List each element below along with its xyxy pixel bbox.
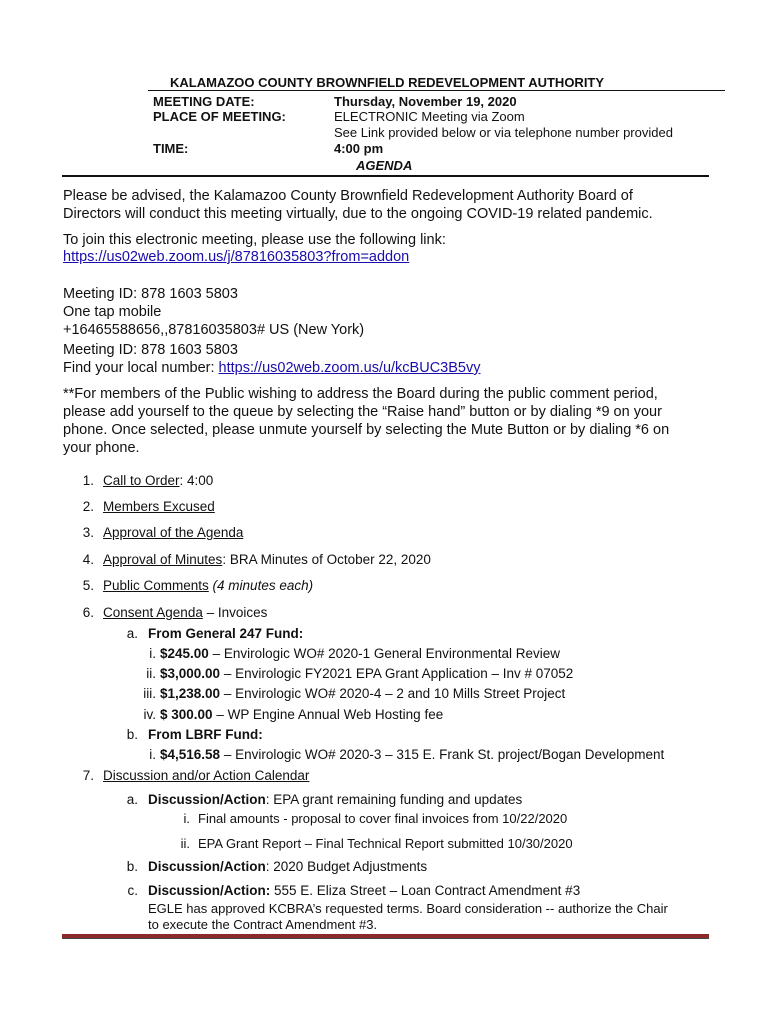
item-6a-iv-desc: – WP Engine Annual Web Hosting fee	[212, 707, 444, 722]
item-6a-label: From General 247 Fund:	[148, 626, 304, 641]
item-1-detail: : 4:00	[179, 473, 214, 488]
item-6a-number: a.	[126, 626, 138, 641]
place-label: PLACE OF MEETING:	[153, 109, 286, 124]
item-6b-i	[160, 747, 664, 762]
item-5-detail: (4 minutes each)	[208, 578, 314, 593]
item-6a-iii	[160, 686, 565, 701]
item-1	[103, 473, 213, 488]
org-title: KALAMAZOO COUNTY BROWNFIELD REDEVELOPMENT AUTHORITY	[170, 75, 605, 90]
item-7a-i: Final amounts - proposal to cover final invoices from 10/22/2020	[198, 811, 568, 826]
item-7b-label: Discussion/Action	[148, 859, 266, 874]
item-6a-ii	[160, 666, 573, 681]
public-note-3: phone. Once selected, please unmute yourself by selecting the Mute Button or by dialing *6 on	[63, 422, 670, 438]
meeting-date-label: MEETING DATE:	[153, 94, 255, 109]
item-6a-iv-number: iv.	[143, 707, 156, 722]
local-number-prefix: Find your local number:	[63, 360, 219, 376]
item-4-number: 4.	[82, 552, 94, 567]
public-note-4: your phone.	[63, 440, 140, 456]
item-6a-iv	[160, 707, 443, 722]
item-7c-label: Discussion/Action:	[148, 883, 271, 898]
item-3: Approval of the Agenda	[103, 525, 244, 540]
local-number-line	[63, 359, 480, 378]
item-7b-number: b.	[126, 859, 138, 874]
phone-number: +16465588656,,87816035803# US (New York)	[63, 322, 365, 338]
local-number-link[interactable]: https://us02web.zoom.us/u/kcBUC3B5vy	[218, 360, 481, 376]
join-line: To join this electronic meeting, please use the following link:	[63, 232, 446, 248]
item-7c-desc: 555 E. Eliza Street – Loan Contract Amendment #3	[270, 883, 581, 898]
item-6b-i-desc: – Envirologic WO# 2020-3 – 315 E. Frank St. project/Bogan Development	[220, 747, 665, 762]
item-6a-iii-desc: – Envirologic WO# 2020-4 – 2 and 10 Mills Street Project	[220, 686, 566, 701]
item-7a-label: Discussion/Action	[148, 792, 266, 807]
item-7: Discussion and/or Action Calendar	[103, 768, 310, 783]
item-2-number: 2.	[82, 499, 94, 514]
item-6-title: Consent Agenda	[103, 605, 203, 620]
item-5	[103, 578, 313, 593]
header-rule-bottom	[62, 175, 709, 177]
item-6a-iii-amount: $1,238.00	[160, 686, 221, 701]
item-6b-i-amount: $4,516.58	[160, 747, 221, 762]
item-7a-i-number: i.	[183, 811, 190, 826]
item-7c-line-2: EGLE has approved KCBRA’s requested terms. Board consideration -- authorize the Chair	[148, 901, 668, 916]
meeting-id-2: Meeting ID: 878 1603 5803	[63, 342, 238, 358]
item-6-detail: – Invoices	[202, 605, 268, 620]
item-1-title: Call to Order	[103, 473, 180, 488]
item-7a-number: a.	[126, 792, 138, 807]
item-6a-ii-desc: – Envirologic FY2021 EPA Grant Application – Inv # 07052	[220, 666, 574, 681]
item-6a-ii-number: ii.	[146, 666, 156, 681]
item-7a	[148, 792, 522, 807]
item-6b-i-number: i.	[149, 747, 156, 762]
item-6a-iv-amount: $ 300.00	[160, 707, 213, 722]
place-value-2: See Link provided below or via telephone number provided	[334, 125, 673, 140]
intro-line-1: Please be advised, the Kalamazoo County Brownfield Redevelopment Authority Board of	[63, 188, 633, 204]
item-6a-i-desc: – Envirologic WO# 2020-1 General Environmental Review	[208, 646, 560, 661]
item-6a-iii-number: iii.	[143, 686, 156, 701]
one-tap-mobile: One tap mobile	[63, 304, 162, 320]
item-4	[103, 552, 431, 567]
meeting-id-1: Meeting ID: 878 1603 5803	[63, 286, 238, 302]
item-6	[103, 605, 267, 620]
item-6b-number: b.	[126, 727, 138, 742]
item-1-number: 1.	[82, 473, 94, 488]
item-6a-ii-amount: $3,000.00	[160, 666, 221, 681]
time-label: TIME:	[153, 141, 189, 156]
item-7a-desc: : EPA grant remaining funding and updates	[265, 792, 523, 807]
header-rule-top	[148, 90, 725, 91]
intro-line-2: Directors will conduct this meeting virtually, due to the ongoing COVID-19 related pandemic.	[63, 206, 653, 222]
item-6b-label: From LBRF Fund:	[148, 727, 263, 742]
item-6a-i-number: i.	[149, 646, 156, 661]
item-7c	[148, 883, 580, 898]
item-2: Members Excused	[103, 499, 215, 514]
item-7b-desc: : 2020 Budget Adjustments	[265, 859, 428, 874]
item-7c-number: c.	[127, 883, 138, 898]
public-note-2: please add yourself to the queue by selecting the “Raise hand” button or by dialing *9 on your	[63, 404, 662, 420]
item-6a-i-amount: $245.00	[160, 646, 209, 661]
meeting-date-value: Thursday, November 19, 2020	[334, 94, 517, 109]
item-4-detail: : BRA Minutes of October 22, 2020	[222, 552, 431, 567]
place-value-1: ELECTRONIC Meeting via Zoom	[334, 109, 525, 124]
public-note-1: **For members of the Public wishing to address the Board during the public comment period,	[63, 386, 658, 402]
item-6-number: 6.	[82, 605, 94, 620]
item-7b	[148, 859, 427, 874]
item-6a-i	[160, 646, 560, 661]
item-7a-ii: EPA Grant Report – Final Technical Report submitted 10/30/2020	[198, 836, 573, 851]
item-7-number: 7.	[82, 768, 94, 783]
item-4-title: Approval of Minutes	[103, 552, 223, 567]
item-5-title: Public Comments	[103, 578, 209, 593]
time-value: 4:00 pm	[334, 141, 384, 156]
footer-rule	[62, 934, 709, 939]
item-5-number: 5.	[82, 578, 94, 593]
item-7c-line-3: to execute the Contract Amendment #3.	[148, 917, 378, 932]
zoom-join-link[interactable]: https://us02web.zoom.us/j/87816035803?from=addon	[63, 249, 410, 265]
agenda-heading: AGENDA	[356, 158, 413, 173]
item-7a-ii-number: ii.	[180, 836, 190, 851]
item-3-number: 3.	[82, 525, 94, 540]
